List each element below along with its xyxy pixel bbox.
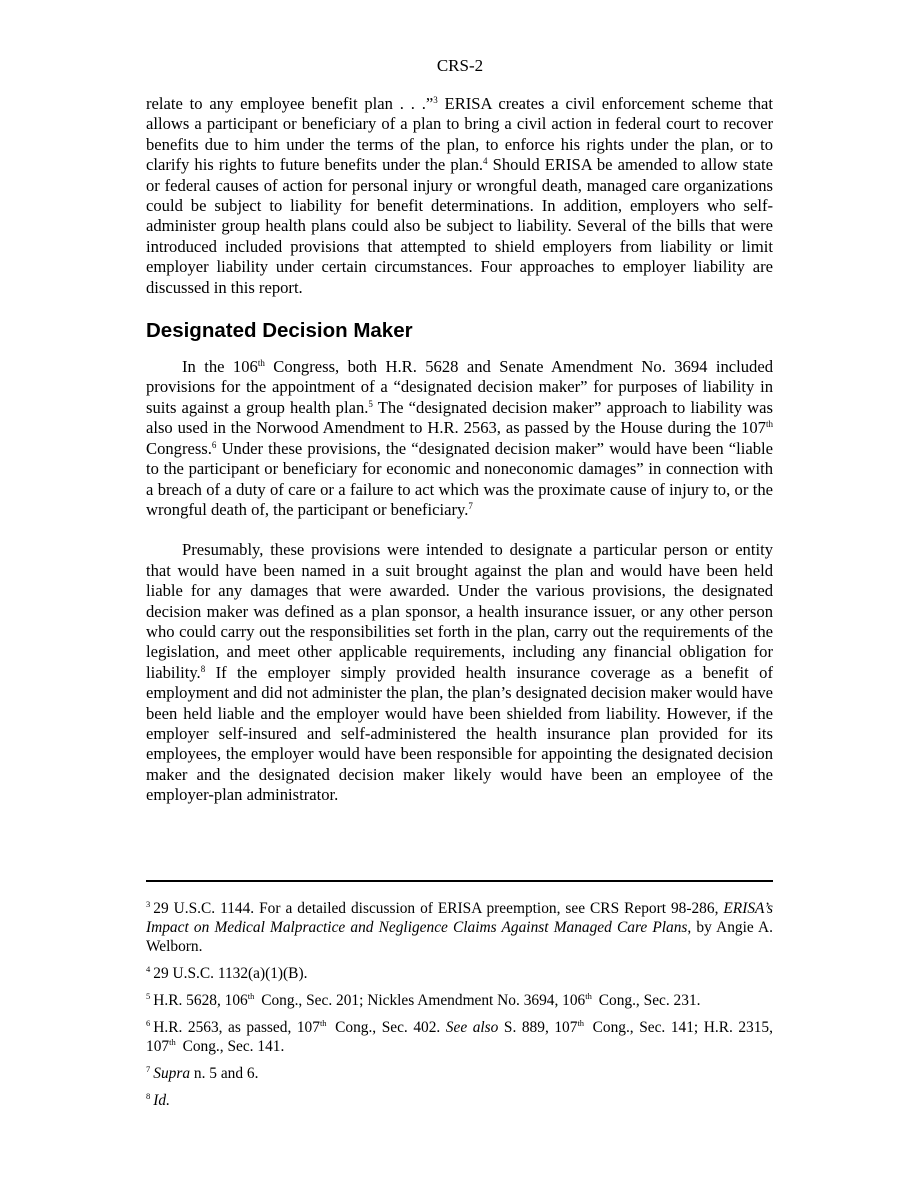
footnotes — [146, 899, 773, 1118]
footnote-divider — [146, 880, 773, 882]
paragraph-designated-decision-maker: In the 106th Congress, both H.R. 5628 and Senate Amendment No. 3694 included provisions for the appointment of a “designated decision maker” for purposes of liability in suits against a group health plan.$^5$ The “designated decision maker” approach to liability was also used in the Norwood Amendment to H.R. 2563, as passed by the House during the 107th Congress.$^6$ Under these provisions, the “designated decision maker” would have been “liable to the participant or beneficiary for economic and noneconomic damages” in connection with a breach of a duty of care or a failure to act which was the proximate cause of injury to, or the wrongful death of, the participant or beneficiary.$^7$ — [146, 357, 773, 519]
main-text — [146, 94, 773, 806]
footnote-ref-3[interactable]: 3 — [433, 95, 438, 105]
section-heading: Designated Decision Maker — [146, 319, 413, 343]
footnote-ref-4[interactable]: 4 — [483, 156, 488, 167]
footnote-8: $^8$ Id. — [146, 1091, 170, 1109]
footnote-4: $^4$ 29 U.S.C. 1132(a)(1)(B). — [146, 964, 308, 982]
footnote-ref-8[interactable]: 8 — [200, 663, 206, 674]
footnote-6: $^6$ H.R. 2563, as passed, 107th Cong., Sec. 402. See also S. 889, 107th Cong., Sec. 141; H.R. 2315, 107th Cong., Sec. 141. — [146, 1018, 773, 1055]
footnote-7: $^7$ Supra n. 5 and 6. — [146, 1064, 259, 1082]
page-number: CRS-2 — [436, 56, 484, 75]
page-header — [0, 56, 920, 76]
footnote-ref-5[interactable]: 5 — [368, 398, 373, 409]
footnote-3: $^3$ 29 U.S.C. 1144. For a detailed discussion of ERISA preemption, see CRS Report 98-286, ERISA’s Impact on Medical Malpractice and Negligence Claims Against Managed Care Plans, by Angie A. Welborn. — [146, 899, 773, 955]
paragraph-erisa-intro: relate to any employee benefit plan . . .”$^3$ ERISA creates a civil enforcement scheme that allows a participant or beneficiary of a plan to bring a civil action in federal court to recover benefits due to him under the terms of the plan, to enforce his rights under the plan, or to clarify his rights to future benefits under the plan.$^4$ Should ERISA be amended to allow state or federal causes of action for personal injury or wrongful death, managed care organizations could be subject to liability for benefit determinations. In addition, employers who self-administer group health plans could also be subject to liability. Several of the bills that were introduced included provisions that attempted to shield employers from liability or limit employer liability under certain circumstances. Four approaches to employer liability are discussed in this report. — [146, 94, 773, 297]
footnote-ref-6[interactable]: 6 — [211, 439, 217, 450]
footnote-5: $^5$ H.R. 5628, 106th Cong., Sec. 201; Nickles Amendment No. 3694, 106th Cong., Sec. 231. — [146, 991, 701, 1009]
footnote-ref-7[interactable]: 7 — [468, 500, 473, 511]
paragraph-presumably: Presumably, these provisions were intended to designate a particular person or entity that would have been named in a suit brought against the plan and would have been held liable for any damages that were awarded. Under the various provisions, the designated decision maker was defined as a plan sponsor, a health insurance issuer, or any other person who could carry out the responsibilities set forth in the plan, carry out the requirements of the legislation, and meet other applicable requirements, including any financial obligation for liability.$^8$ If the employer simply provided health insurance coverage as a benefit of employment and did not administer the plan, the plan’s designated decision maker would have been held liable and the employer would have been shielded from liability. However, if the employer self-insured and self-administered the health insurance plan provided for its employees, the employer would have been responsible for appointing the designated decision maker and the designated decision maker likely would have been an employee of the employer-plan administrator. — [146, 540, 773, 805]
